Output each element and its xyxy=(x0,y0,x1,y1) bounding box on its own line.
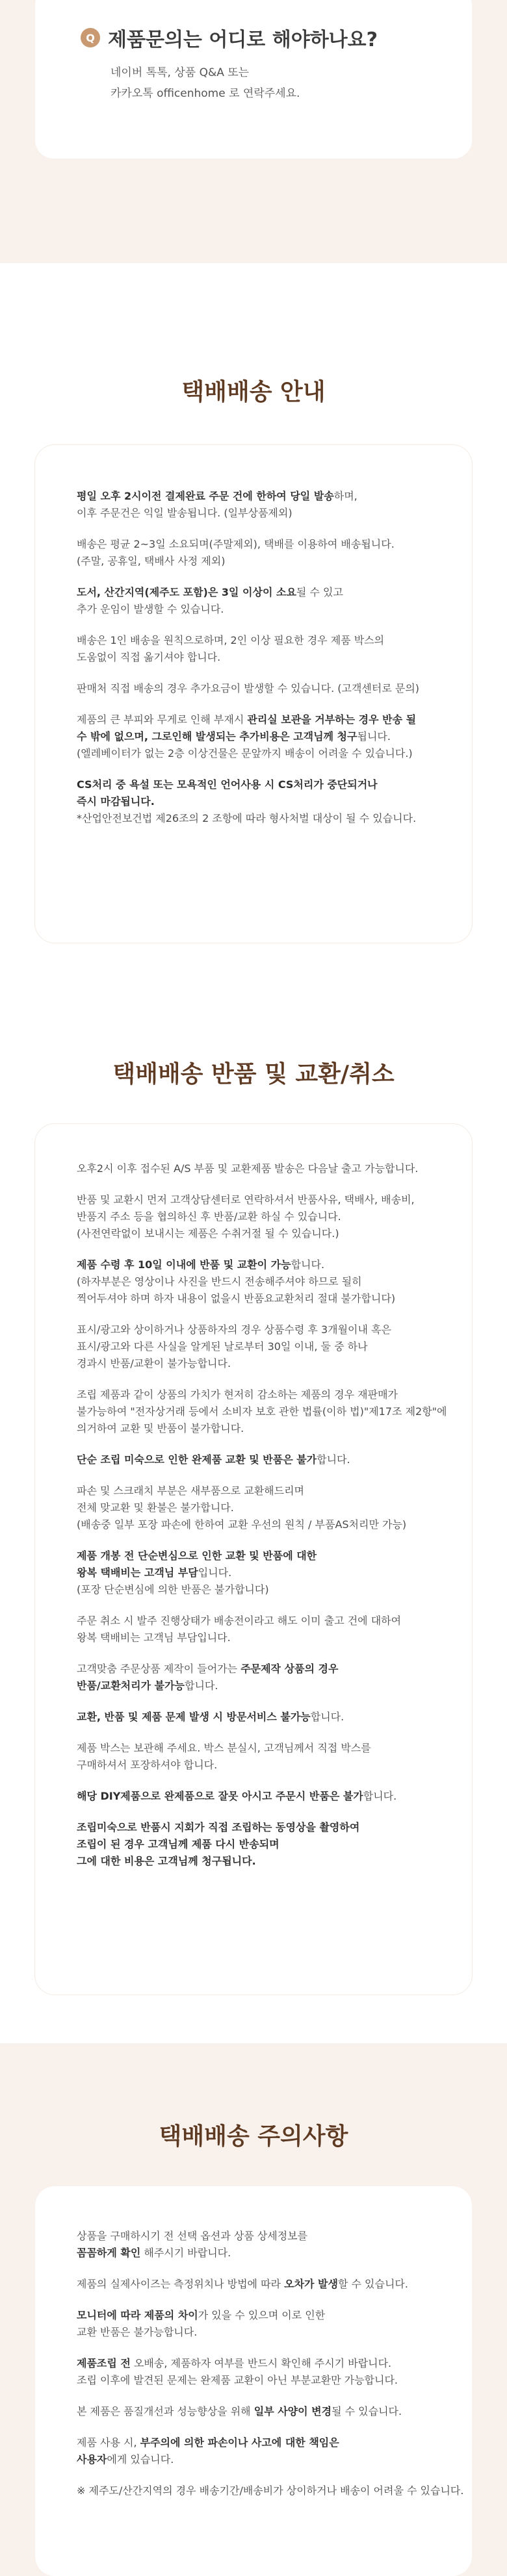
delivery-paragraph xyxy=(77,488,460,522)
text-line xyxy=(77,2355,460,2372)
text-line: 경과시 반품/교환이 불가능합니다. xyxy=(77,1357,231,1370)
text-line: 주문 취소 시 발주 진행상태가 배송전이라고 해도 이미 출고 건에 대하여 xyxy=(77,1614,402,1627)
text-line: 합니다. xyxy=(317,1453,350,1466)
text-line: 교환 반품은 불가능합니다. xyxy=(77,2326,198,2338)
text-line: 왕복 택배비는 고객님 부담 xyxy=(77,1566,198,1579)
text-line: 불가능하여 "전자상거래 등에서 소비자 보호 관한 법률(이하 법)"제17조 제2항"에 xyxy=(77,1405,447,1418)
text-line: 될 수 있고 xyxy=(296,586,343,598)
text-line xyxy=(77,2276,460,2293)
delivery-paragraph xyxy=(77,632,460,666)
text-line xyxy=(77,1788,460,1805)
text-line: 해당 DIY제품으로 완제품으로 잘못 아시고 주문시 반품은 불가 xyxy=(77,1790,363,1802)
caution-paragraph xyxy=(77,2307,460,2341)
text-line: 도움없이 직접 옮기셔야 합니다. xyxy=(77,651,221,663)
text-line: 조립미숙으로 반품시 지회가 직접 조립하는 동영상을 촬영하여 xyxy=(77,1821,360,1833)
text-line: 합니다. xyxy=(291,1258,325,1271)
text-line: 단순 조립 미숙으로 인한 완제품 교환 및 반품은 불가 xyxy=(77,1453,317,1466)
faq-card xyxy=(35,0,472,159)
text-line: 평일 오후 2시이전 결제완료 주문 건에 한하여 당일 발송 xyxy=(77,490,334,502)
text-line: 모니터에 따라 제품의 차이 xyxy=(77,2309,198,2321)
returns-paragraph xyxy=(77,1192,460,1242)
text-line xyxy=(77,1451,460,1468)
text-line xyxy=(77,1256,460,1273)
caution-paragraph xyxy=(77,2355,460,2389)
text-line: 그에 대한 비용은 고객님께 청구됩니다. xyxy=(77,1855,256,1867)
text-line: 관리실 보관을 거부하는 경우 반송 될 xyxy=(247,713,417,726)
text-line: 수 밖에 없으며, 그로인해 발생되는 추가비용은 고객님께 청구 xyxy=(77,730,358,743)
text-line: 조립 이후에 발견된 문제는 완제품 교환이 아닌 부분교환만 가능합니다. xyxy=(77,2374,398,2386)
text-line xyxy=(77,1709,460,1726)
returns-paragraph xyxy=(77,1160,460,1177)
text-line: 됩니다. xyxy=(357,730,391,743)
returns-paragraph xyxy=(77,1483,460,1533)
faq-answer xyxy=(110,62,300,104)
text-line: 조립 제품과 같이 상품의 가치가 현저히 감소하는 제품의 경우 재판매가 xyxy=(77,1388,398,1401)
text-line: 구매하셔서 포장하셔야 합니다. xyxy=(77,1759,218,1771)
faq-answer-line: 카카오톡 officenhome 로 연락주세요. xyxy=(110,87,300,100)
text-line: 전체 맞교환 및 환불은 불가합니다. xyxy=(77,1501,234,1514)
returns-paragraph xyxy=(77,1740,460,1774)
text-line: 사용자 xyxy=(77,2453,107,2466)
text-line: 주문제작 상품의 경우 xyxy=(240,1663,339,1675)
text-line: 본 제품은 품질개선과 성능향상을 위해 xyxy=(77,2405,254,2417)
text-line: 배송은 1인 배송을 원칙으로하며, 2인 이상 필요한 경우 제품 박스의 xyxy=(77,634,385,646)
returns-panel xyxy=(35,1124,472,1995)
section-spacer xyxy=(0,182,507,263)
caution-section xyxy=(0,2043,507,2534)
caution-paragraph xyxy=(77,2482,464,2499)
text-line: 판매처 직접 배송의 경우 추가요금이 발생할 수 있습니다. (고객센터로 문의) xyxy=(77,682,420,695)
returns-paragraph xyxy=(77,1548,460,1598)
text-line: 반품 및 교환시 먼저 고객상담센터로 연락하셔서 반품사유, 택배사, 배송비, xyxy=(77,1193,415,1206)
text-line xyxy=(77,711,460,728)
text-line: 도서, 산간지역(제주도 포함)은 3일 이상이 소요 xyxy=(77,586,296,598)
text-line: ※ 제주도/산간지역의 경우 배송기간/배송비가 상이하거나 배송이 어려울 수 있습니다. xyxy=(77,2484,464,2497)
text-line: 표시/광고와 상이하거나 상품하자의 경우 상품수령 후 3개월이내 혹은 xyxy=(77,1323,391,1336)
text-line: CS처리 중 욕설 또는 모욕적인 언어사용 시 CS처리가 중단되거나 xyxy=(77,778,378,791)
text-line: 제품 박스는 보관해 주세요. 박스 분실시, 고객님께서 직접 박스를 xyxy=(77,1742,371,1754)
text-line: 일부 사양이 변경 xyxy=(254,2405,332,2417)
text-line: 배송은 평균 2~3일 소요되며(주말제외), 택배를 이용하여 배송됩니다. xyxy=(77,538,395,550)
text-line xyxy=(77,2403,460,2420)
text-line: 제품 개봉 전 단순변심으로 인한 교환 및 반품에 대한 xyxy=(77,1549,317,1562)
delivery-paragraph xyxy=(77,776,460,827)
text-line: 이후 주문건은 익일 발송됩니다. (일부상품제외) xyxy=(77,507,292,519)
text-line: 반품/교환처리가 불가능 xyxy=(77,1679,185,1692)
returns-paragraph xyxy=(77,1321,460,1372)
returns-paragraph xyxy=(77,1788,460,1805)
text-line: (사전연락없이 보내시는 제품은 수취거절 될 수 있습니다.) xyxy=(77,1227,339,1240)
faq-section xyxy=(0,0,507,182)
text-line: (주말, 공휴일, 택배사 사정 제외) xyxy=(77,555,226,567)
delivery-paragraph xyxy=(77,680,460,697)
text-line: 합니다. xyxy=(310,1711,344,1723)
text-line: 꼼꼼하게 확인 xyxy=(77,2247,141,2259)
text-line xyxy=(77,2434,460,2451)
text-line: (엘레베이터가 없는 2층 이상건물은 문앞까지 배송이 어려울 수 있습니다.) xyxy=(77,747,413,759)
caution-panel xyxy=(35,2186,472,2576)
text-line: 고객맞춤 주문상품 제작이 들어가는 xyxy=(77,1663,241,1675)
text-line: 해주시기 바랍니다. xyxy=(140,2247,231,2259)
text-line: 의거하여 교환 및 반품이 불가합니다. xyxy=(77,1422,244,1435)
returns-paragraph xyxy=(77,1451,460,1468)
caution-paragraph xyxy=(77,2403,460,2420)
question-badge-icon: Q xyxy=(81,28,100,47)
text-line xyxy=(77,1677,460,1694)
text-line: 찍어두셔야 하며 하자 내용이 없을시 반품요교환처리 절대 불가합니다) xyxy=(77,1292,396,1305)
returns-content xyxy=(77,1160,460,1884)
text-line: 가 있을 수 있으며 이로 인한 xyxy=(198,2309,326,2321)
text-line: (배송중 일부 포장 파손에 한하여 교환 우선의 원칙 / 부품AS처리만 가능) xyxy=(77,1518,407,1531)
text-line: 합니다. xyxy=(184,1679,218,1692)
returns-paragraph xyxy=(77,1709,460,1726)
text-line: 추가 운임이 발생할 수 있습니다. xyxy=(77,603,224,615)
text-line xyxy=(77,2245,460,2262)
text-line: 오차가 발생 xyxy=(284,2278,338,2290)
text-line: 표시/광고와 다른 사실을 알게된 날로부터 30일 이내, 둘 중 하나 xyxy=(77,1340,368,1353)
text-line: 왕복 택배비는 고객님 부담입니다. xyxy=(77,1631,231,1644)
caution-paragraph xyxy=(77,2276,460,2293)
delivery-paragraph xyxy=(77,711,460,762)
text-line: 오후2시 이후 접수된 A/S 부품 및 교환제품 발송은 다음날 출고 가능합니다. xyxy=(77,1162,419,1175)
text-line xyxy=(77,728,460,745)
text-line xyxy=(77,584,460,601)
text-line: 입니다. xyxy=(198,1566,232,1579)
text-line: 교환, 반품 및 제품 문제 발생 시 방문서비스 불가능 xyxy=(77,1711,311,1723)
text-line xyxy=(77,1661,460,1677)
delivery-paragraph xyxy=(77,584,460,618)
delivery-panel xyxy=(35,445,472,943)
text-line: 상품을 구매하시기 전 선택 옵션과 상품 상세정보를 xyxy=(77,2230,308,2242)
returns-paragraph xyxy=(77,1613,460,1646)
text-line: 제품 사용 시, xyxy=(77,2436,140,2449)
text-line xyxy=(77,2451,460,2468)
faq-answer-line: 네이버 톡톡, 상품 Q&A 또는 xyxy=(110,66,250,79)
returns-paragraph xyxy=(77,1256,460,1307)
text-line: 에게 있습니다. xyxy=(107,2453,174,2466)
delivery-content xyxy=(77,488,460,841)
returns-title: 택배배송 반품 및 교환/취소 xyxy=(112,1061,395,1088)
text-line: 오배송, 제품하자 여부를 반드시 확인해 주시기 바랍니다. xyxy=(130,2357,392,2369)
text-line: 제품조립 전 xyxy=(77,2357,131,2369)
text-line: 합니다. xyxy=(363,1790,397,1802)
text-line: 제품의 실제사이즈는 측정위치나 방법에 따라 xyxy=(77,2278,285,2290)
text-line: 될 수 있습니다. xyxy=(332,2405,402,2417)
returns-paragraph xyxy=(77,1661,460,1694)
text-line: (하자부분은 영상이나 사진을 반드시 전송해주셔야 하므로 될히 xyxy=(77,1275,362,1288)
text-line: 즉시 마감됩니다. xyxy=(77,795,155,808)
delivery-paragraph xyxy=(77,536,460,570)
delivery-title: 택배배송 안내 xyxy=(181,379,326,405)
text-line: 제품 수령 후 10일 이내에 반품 및 교환이 가능 xyxy=(77,1258,291,1271)
caution-paragraph xyxy=(77,2434,460,2468)
text-line: 반품지 주소 등을 협의하신 후 반품/교환 하실 수 있습니다. xyxy=(77,1210,341,1223)
text-line xyxy=(77,1564,460,1581)
text-line: 조립이 된 경우 고객님께 제품 다시 반송되며 xyxy=(77,1838,280,1850)
delivery-section xyxy=(0,263,507,984)
text-line: 하며, xyxy=(333,490,358,502)
returns-paragraph xyxy=(77,1386,460,1437)
text-line xyxy=(77,488,460,505)
text-line: 부주의에 의한 파손이나 사고에 대한 책임은 xyxy=(140,2436,339,2449)
text-line: (포장 단순변심에 의한 반품은 불가합니다) xyxy=(77,1583,269,1596)
caution-title: 택배배송 주의사항 xyxy=(159,2123,348,2150)
caution-content xyxy=(77,2228,464,2514)
faq-question: 제품문의는 어디로 해야하나요? xyxy=(108,29,378,51)
returns-section xyxy=(0,984,507,2043)
text-line xyxy=(77,2307,460,2324)
caution-paragraph xyxy=(77,2228,460,2262)
text-line: 파손 및 스크래치 부분은 새부품으로 교환해드리며 xyxy=(77,1485,305,1497)
text-line: 제품의 큰 부피와 무게로 인해 부재시 xyxy=(77,713,248,726)
text-line: 할 수 있습니다. xyxy=(337,2278,408,2290)
faq-question-row xyxy=(81,23,378,52)
text-line: *산업안전보건법 제26조의 2 조항에 따라 형사처벌 대상이 될 수 있습니다. xyxy=(77,812,417,824)
returns-paragraph xyxy=(77,1819,460,1870)
